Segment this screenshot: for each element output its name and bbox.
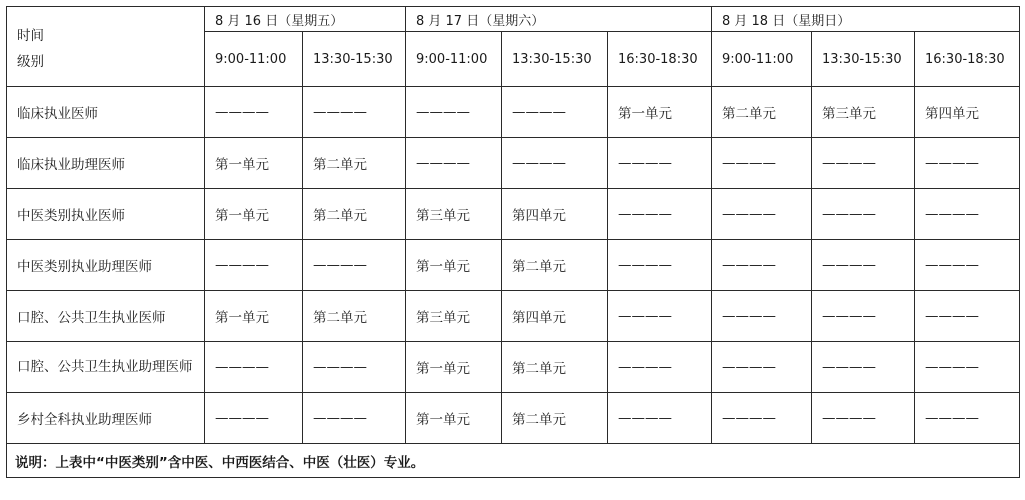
schedule-cell: 第三单元 bbox=[812, 87, 915, 138]
note-row bbox=[7, 444, 1020, 478]
schedule-cell: 第二单元 bbox=[303, 189, 406, 240]
exam-schedule-document bbox=[6, 6, 1019, 478]
schedule-cell: ———— bbox=[205, 240, 303, 291]
schedule-cell: ———— bbox=[812, 240, 915, 291]
schedule-cell: ———— bbox=[608, 189, 712, 240]
schedule-cell: ———— bbox=[712, 189, 812, 240]
corner-header-cell bbox=[7, 7, 205, 87]
schedule-cell: 第一单元 bbox=[406, 342, 502, 393]
table-row bbox=[7, 291, 1020, 342]
schedule-cell: 第三单元 bbox=[406, 291, 502, 342]
table-row bbox=[7, 87, 1020, 138]
schedule-cell: 第三单元 bbox=[406, 189, 502, 240]
schedule-cell: ———— bbox=[608, 138, 712, 189]
schedule-cell: ———— bbox=[205, 87, 303, 138]
table-note: 说明：上表中“中医类别”含中医、中西医结合、中医（壮医）专业。 bbox=[7, 444, 1020, 478]
time-slot-header: 13:30-15:30 bbox=[502, 32, 608, 87]
schedule-cell: ———— bbox=[303, 342, 406, 393]
time-slot-header: 13:30-15:30 bbox=[812, 32, 915, 87]
schedule-cell: 第二单元 bbox=[502, 240, 608, 291]
time-slot-header: 9:00-11:00 bbox=[205, 32, 303, 87]
schedule-cell: ———— bbox=[812, 189, 915, 240]
table-row bbox=[7, 342, 1020, 393]
schedule-cell: ———— bbox=[812, 393, 915, 444]
table-row bbox=[7, 138, 1020, 189]
table-row bbox=[7, 189, 1020, 240]
schedule-cell: ———— bbox=[812, 291, 915, 342]
schedule-cell: ———— bbox=[303, 393, 406, 444]
schedule-cell: 第四单元 bbox=[502, 291, 608, 342]
time-slot-header: 9:00-11:00 bbox=[712, 32, 812, 87]
schedule-cell: ———— bbox=[205, 393, 303, 444]
corner-level-label: 级别 bbox=[17, 53, 44, 70]
schedule-cell: 第二单元 bbox=[502, 393, 608, 444]
schedule-cell: ———— bbox=[712, 240, 812, 291]
time-slot-header: 13:30-15:30 bbox=[303, 32, 406, 87]
schedule-cell: 第一单元 bbox=[406, 240, 502, 291]
date-header-aug16: 8 月 16 日（星期五） bbox=[205, 7, 406, 32]
schedule-cell: 第一单元 bbox=[205, 189, 303, 240]
schedule-cell: ———— bbox=[915, 342, 1020, 393]
row-label: 口腔、公共卫生执业医师 bbox=[7, 291, 205, 342]
corner-time-label: 时间 bbox=[17, 27, 44, 44]
schedule-cell: 第二单元 bbox=[303, 138, 406, 189]
table-row bbox=[7, 393, 1020, 444]
schedule-cell: 第二单元 bbox=[502, 342, 608, 393]
schedule-cell: 第一单元 bbox=[406, 393, 502, 444]
schedule-cell: 第四单元 bbox=[502, 189, 608, 240]
schedule-cell: ———— bbox=[915, 240, 1020, 291]
schedule-cell: ———— bbox=[205, 342, 303, 393]
schedule-cell: ———— bbox=[608, 240, 712, 291]
table-row bbox=[7, 240, 1020, 291]
schedule-cell: ———— bbox=[406, 138, 502, 189]
schedule-cell: ———— bbox=[915, 291, 1020, 342]
schedule-cell: ———— bbox=[712, 291, 812, 342]
schedule-cell: ———— bbox=[915, 189, 1020, 240]
schedule-cell: ———— bbox=[608, 291, 712, 342]
schedule-cell: 第一单元 bbox=[205, 291, 303, 342]
schedule-cell: 第一单元 bbox=[608, 87, 712, 138]
exam-schedule-table bbox=[6, 6, 1020, 478]
schedule-cell: ———— bbox=[915, 138, 1020, 189]
schedule-cell: 第二单元 bbox=[712, 87, 812, 138]
schedule-cell: ———— bbox=[303, 87, 406, 138]
row-label: 中医类别执业助理医师 bbox=[7, 240, 205, 291]
date-header-aug18: 8 月 18 日（星期日） bbox=[712, 7, 1020, 32]
row-label: 口腔、公共卫生执业助理医师 bbox=[7, 342, 205, 393]
schedule-cell: ———— bbox=[608, 342, 712, 393]
row-label: 中医类别执业医师 bbox=[7, 189, 205, 240]
row-label: 临床执业助理医师 bbox=[7, 138, 205, 189]
schedule-cell: 第四单元 bbox=[915, 87, 1020, 138]
row-label: 乡村全科执业助理医师 bbox=[7, 393, 205, 444]
schedule-cell: ———— bbox=[608, 393, 712, 444]
schedule-cell: ———— bbox=[712, 393, 812, 444]
schedule-cell: ———— bbox=[712, 342, 812, 393]
time-slot-header: 16:30-18:30 bbox=[915, 32, 1020, 87]
schedule-cell: 第二单元 bbox=[303, 291, 406, 342]
schedule-cell: ———— bbox=[406, 87, 502, 138]
time-slot-header: 9:00-11:00 bbox=[406, 32, 502, 87]
schedule-cell: ———— bbox=[712, 138, 812, 189]
schedule-cell: ———— bbox=[502, 87, 608, 138]
schedule-cell: ———— bbox=[812, 138, 915, 189]
schedule-cell: 第一单元 bbox=[205, 138, 303, 189]
date-header-aug17: 8 月 17 日（星期六） bbox=[406, 7, 712, 32]
schedule-cell: ———— bbox=[915, 393, 1020, 444]
time-slot-header: 16:30-18:30 bbox=[608, 32, 712, 87]
date-header-row bbox=[7, 7, 1020, 32]
schedule-cell: ———— bbox=[502, 138, 608, 189]
row-label: 临床执业医师 bbox=[7, 87, 205, 138]
schedule-cell: ———— bbox=[812, 342, 915, 393]
schedule-cell: ———— bbox=[303, 240, 406, 291]
